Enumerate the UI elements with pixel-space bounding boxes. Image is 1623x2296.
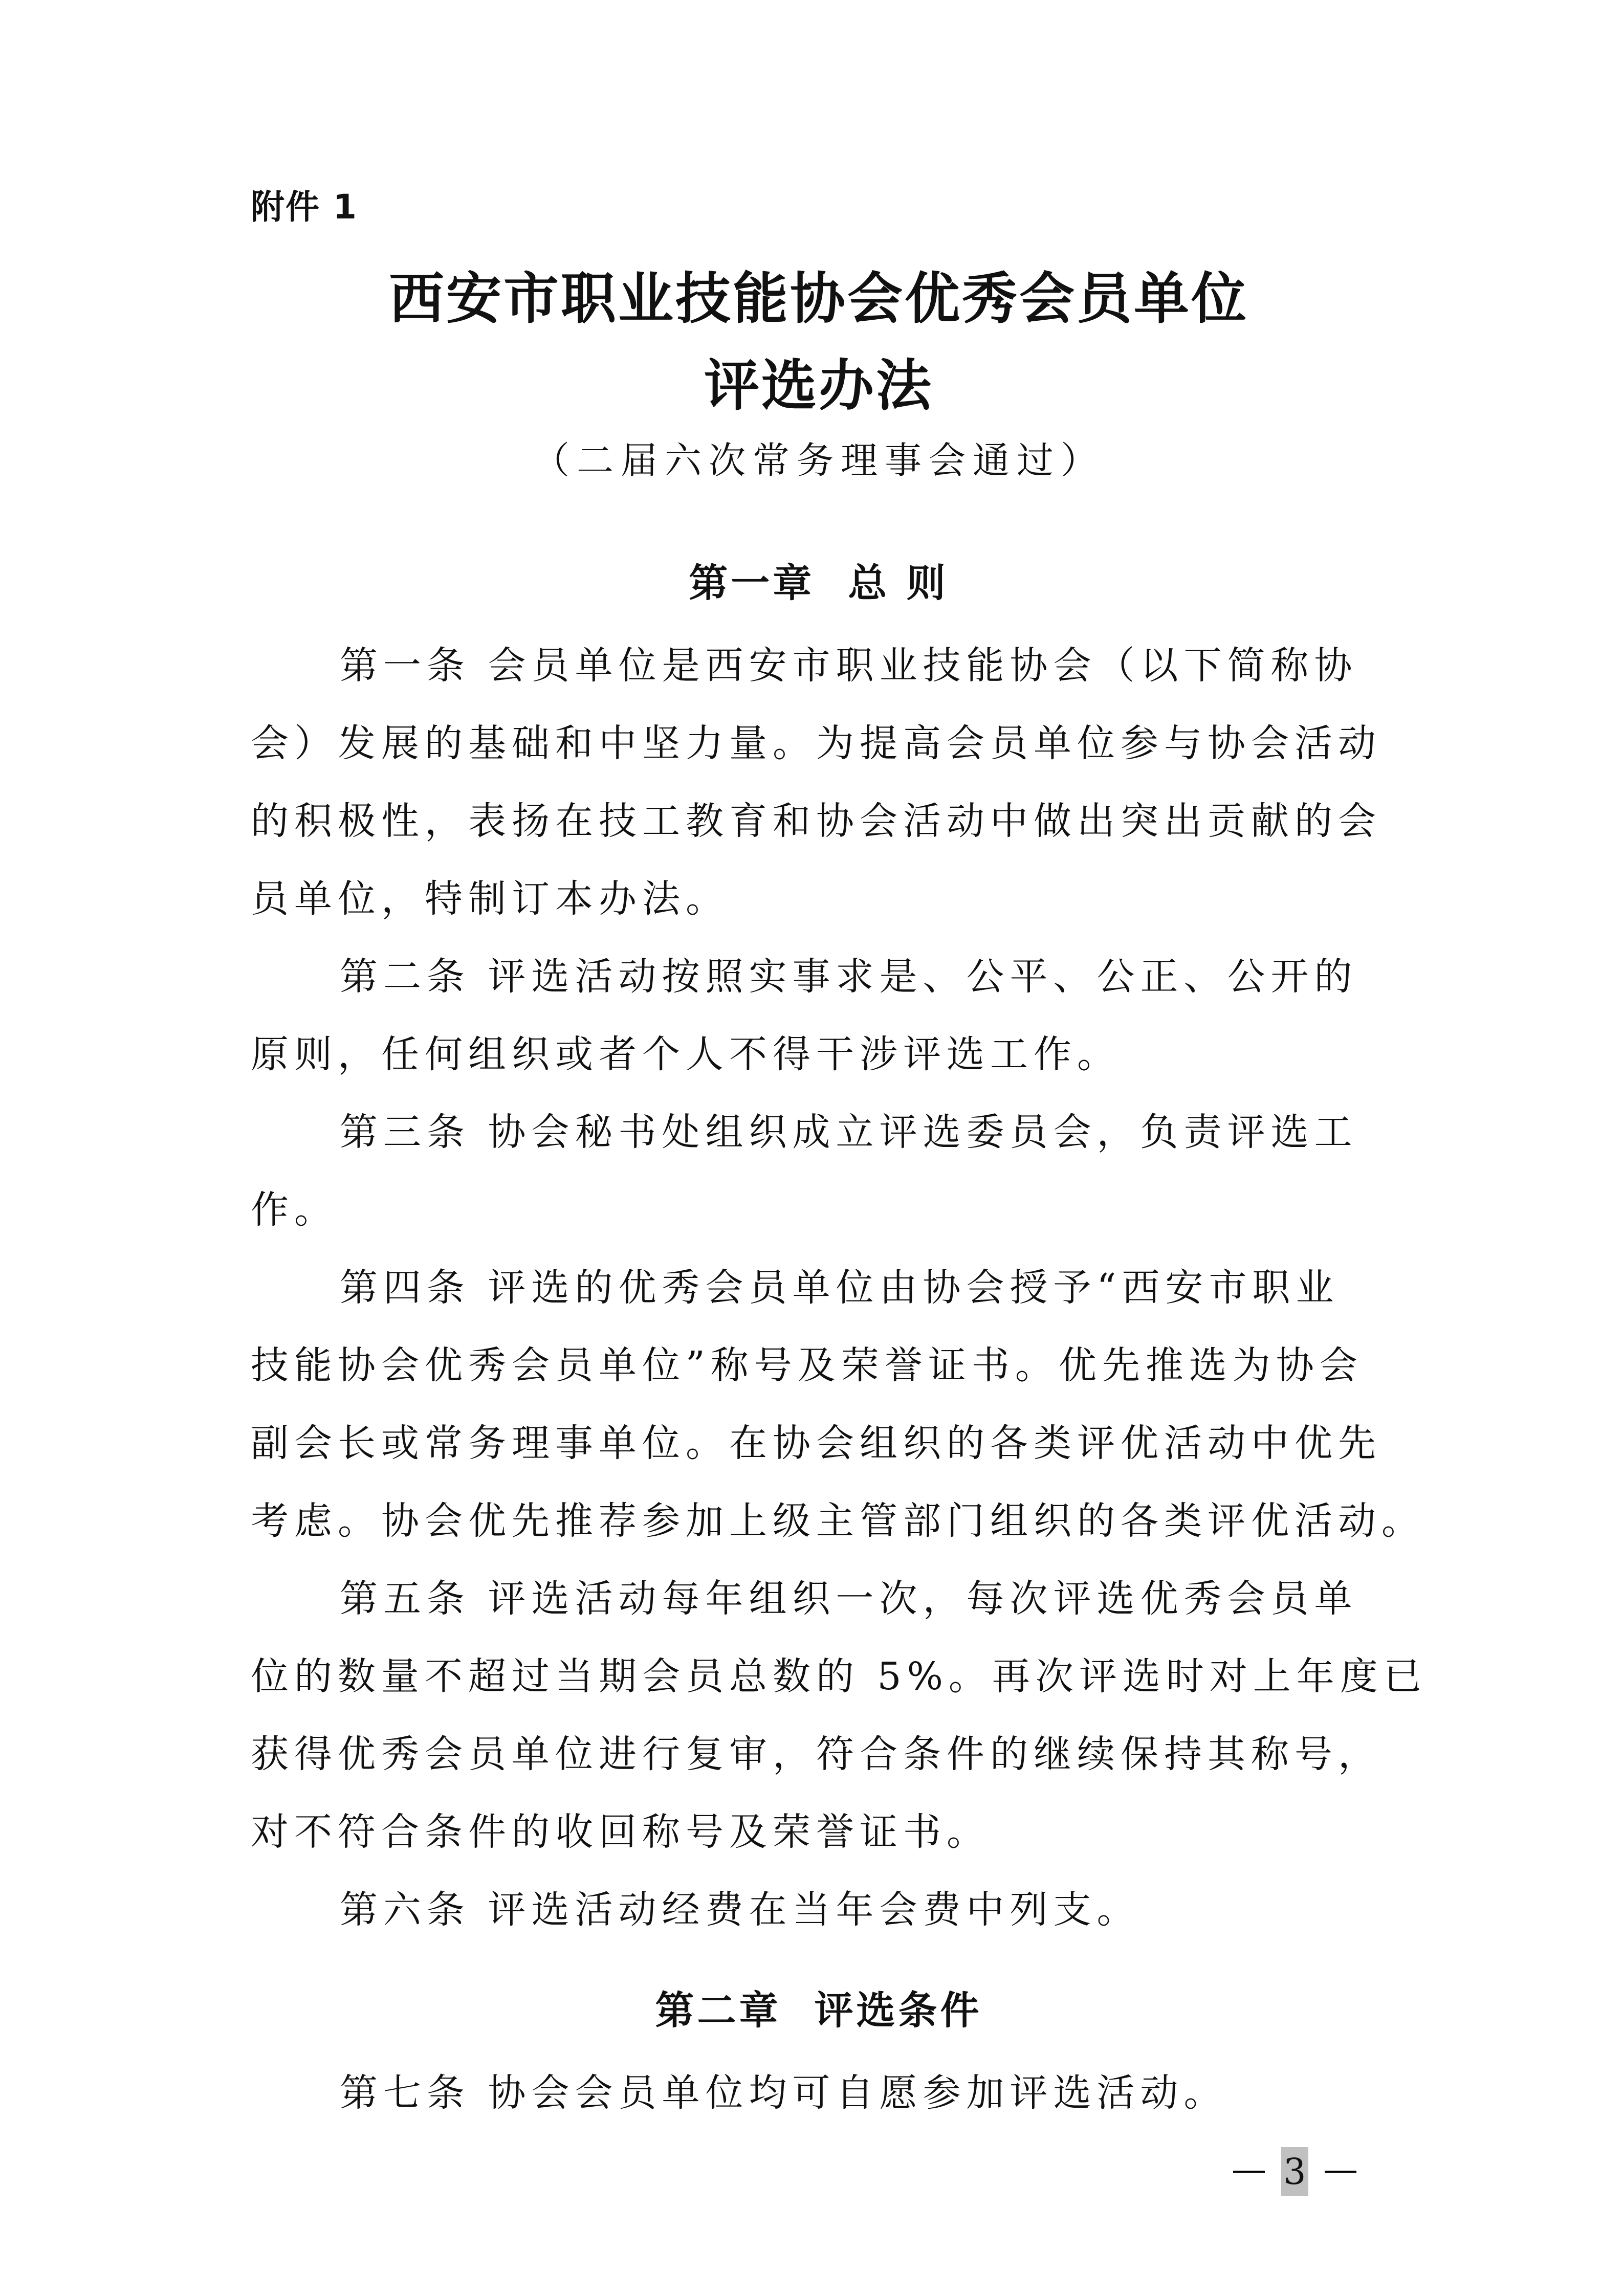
chapter-heading-1: 第一章 总 则 (689, 560, 949, 606)
article-line: 副会长或常务理事单位。在协会组织的各类评优活动中优先 (251, 1421, 1381, 1465)
article-line: 作。 (251, 1188, 338, 1232)
document-title-line-2: 评选办法 (704, 354, 933, 418)
attachment-label: 附件 1 (251, 187, 358, 227)
chapter-1-body (251, 627, 1427, 1949)
article-5 (251, 1560, 1427, 1871)
article-6 (251, 1871, 1387, 1949)
article-line: 第六条 评选活动经费在当年会费中列支。 (340, 1888, 1141, 1932)
article-line: 第一条 会员单位是西安市职业技能协会（以下简称协 (340, 644, 1358, 688)
article-line: 第七条 协会会员单位均可自愿参加评选活动。 (340, 2071, 1227, 2115)
article-line: 第三条 协会秘书处组织成立评选委员会，负责评选工 (340, 1110, 1358, 1154)
document-title-line-1: 西安市职业技能协会优秀会员单位 (388, 267, 1248, 331)
page-number: 3 (1281, 2147, 1308, 2196)
article-4 (251, 1249, 1425, 1560)
article-2 (251, 938, 1387, 1093)
article-line: 技能协会优秀会员单位”称号及荣誉证书。优先推选为协会 (251, 1343, 1363, 1387)
article-line: 对不符合条件的收回称号及荣誉证书。 (251, 1810, 990, 1854)
footer-dash-left (1233, 2171, 1265, 2173)
article-1 (251, 627, 1387, 938)
article-line: 员单位，特制订本办法。 (251, 877, 729, 921)
article-line: 会）发展的基础和中坚力量。为提高会员单位参与协会活动 (251, 721, 1381, 765)
article-line: 第二条 评选活动按照实事求是、公平、公正、公开的 (340, 955, 1358, 999)
article-3 (251, 1093, 1387, 1249)
article-7 (251, 2054, 1387, 2132)
chapter-2-body (251, 2054, 1387, 2132)
document-subtitle: （二届六次常务理事会通过） (532, 439, 1105, 482)
article-line: 的积极性，表扬在技工教育和协会活动中做出突出贡献的会 (251, 799, 1381, 843)
chapter-heading-2: 第二章 评选条件 (655, 1988, 982, 2033)
article-line: 位的数量不超过当期会员总数的 5%。再次评选时对上年度已 (251, 1654, 1427, 1698)
page-footer (1233, 2141, 1356, 2202)
article-line: 考虑。协会优先推荐参加上级主管部门组织的各类评优活动。 (251, 1499, 1425, 1543)
article-line: 第五条 评选活动每年组织一次，每次评选优秀会员单 (340, 1577, 1358, 1621)
article-line: 原则，任何组织或者个人不得干涉评选工作。 (251, 1032, 1121, 1076)
article-line: 第四条 评选的优秀会员单位由协会授予“西安市职业 (340, 1266, 1340, 1310)
article-line: 获得优秀会员单位进行复审，符合条件的继续保持其称号， (251, 1732, 1381, 1776)
footer-dash-right (1325, 2171, 1356, 2173)
